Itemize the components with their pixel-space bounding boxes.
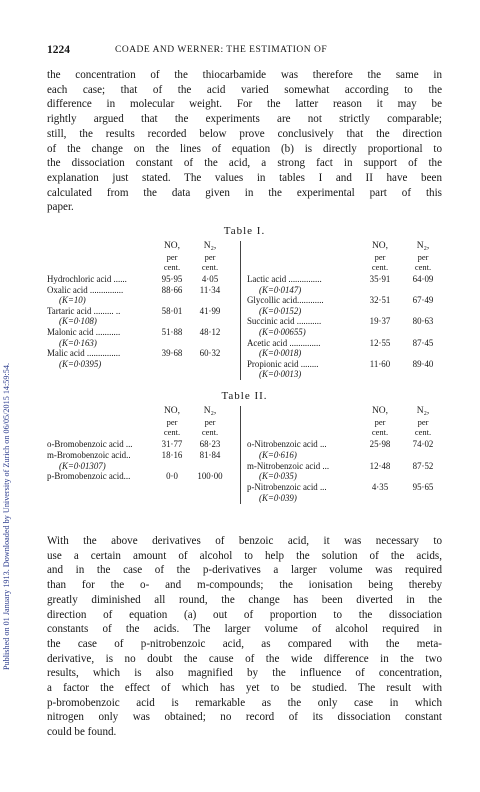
text-line: rightly argued that the experiments are not strictly comparable; xyxy=(47,113,442,126)
n2-percent-value: 89·40 xyxy=(412,358,434,369)
text-line: than for the o- and m-compounds; the ionisation being thereby xyxy=(47,579,442,592)
text-line: the concentration of the thiocarbamide was therefore the same in xyxy=(47,69,442,81)
dissociation-constant: (K=0·0147) xyxy=(259,284,302,295)
n2-percent-value: 48·12 xyxy=(199,327,221,337)
text-line: use a certain amount of alcohol to help the solution of the acids, xyxy=(47,549,442,562)
col-header-per: per xyxy=(204,417,216,427)
dissociation-constant: (K=0·0395) xyxy=(59,358,102,369)
paragraph-intro xyxy=(47,68,442,215)
text-line: paper. xyxy=(47,201,74,214)
acid-name: p-Bromobenzoic acid... xyxy=(47,471,131,482)
text-line: still, the results recorded below prove conclusively that the direction xyxy=(47,127,442,140)
col-header-cent: cent. xyxy=(163,262,181,272)
text-line: calculated from the data given in the experimental part of this xyxy=(47,186,442,199)
no-percent-value: 32·51 xyxy=(369,295,391,306)
col-header-per: per xyxy=(374,252,386,262)
dissociation-constant: (K=0·616) xyxy=(259,449,297,460)
n2-percent-value: 41·99 xyxy=(199,305,221,316)
dissociation-constant: (K=0·0013) xyxy=(259,369,302,380)
col-header-n2: N₂, xyxy=(416,241,430,251)
acid-name: m-Bromobenzoic acid.. xyxy=(47,449,131,460)
col-header-per: per xyxy=(417,252,429,262)
dissociation-constant: (K=0·00655) xyxy=(259,327,306,337)
dissociation-constant: (K=0·0152) xyxy=(259,305,302,316)
n2-percent-value: 11·34 xyxy=(199,284,221,295)
dissociation-constant: (K=10) xyxy=(59,295,86,306)
no-percent-value: 12·55 xyxy=(369,337,391,348)
col-header-cent: cent. xyxy=(371,427,389,437)
col-header-cent: cent. xyxy=(201,427,219,437)
acid-name: Malic acid ............... xyxy=(47,348,121,359)
no-percent-value: 11·60 xyxy=(369,358,391,369)
col-header-n2: N₂, xyxy=(416,406,430,416)
acid-name: Acetic acid .............. xyxy=(247,337,321,348)
n2-percent-value: 100·00 xyxy=(197,471,223,482)
col-header-per: per xyxy=(166,417,178,427)
no-percent-value: 25·98 xyxy=(369,439,391,449)
text-line: of the change on the lines of equation (b) is directly proportional to xyxy=(47,142,442,155)
text-line: the case of p-nitrobenzoic acid, as compared with the meta- xyxy=(47,637,442,650)
page-header xyxy=(47,44,442,58)
no-percent-value: 39·68 xyxy=(161,348,183,359)
acid-name: m-Nitrobenzoic acid ... xyxy=(247,460,330,471)
n2-percent-value: 67·49 xyxy=(412,295,434,306)
acid-name: o-Nitrobenzoic acid ... xyxy=(247,439,327,449)
text-line: the dissociation constant of the acid, a strong fact in support of the xyxy=(47,157,442,170)
no-percent-value: 18·16 xyxy=(161,449,183,460)
acid-name: Glycollic acid............ xyxy=(247,295,324,306)
col-header-n2: N₂, xyxy=(203,241,217,251)
no-percent-value: 4·35 xyxy=(371,482,389,493)
dissociation-constant: (K=0·035) xyxy=(259,471,297,482)
col-header-per: per xyxy=(417,417,429,427)
dissociation-constant: (K=0·108) xyxy=(59,316,97,327)
col-header-cent: cent. xyxy=(414,427,432,437)
col-header-no: NO, xyxy=(371,406,389,416)
no-percent-value: 19·37 xyxy=(369,316,391,327)
col-header-cent: cent. xyxy=(163,427,181,437)
running-head: COADE AND WERNER: THE ESTIMATION OF xyxy=(115,45,328,55)
n2-percent-value: 87·45 xyxy=(412,337,434,348)
no-percent-value: 88·66 xyxy=(161,284,183,295)
col-header-cent: cent. xyxy=(201,262,219,272)
acid-name: Propionic acid ........ xyxy=(247,358,319,369)
publication-stamp: Published on 01 January 1913. Downloaded by University of Zurich on 06/05/2015 14:59:54. xyxy=(2,363,11,670)
dissociation-constant: (K=0·0018) xyxy=(259,348,302,359)
n2-percent-value: 80·63 xyxy=(412,316,434,327)
text-line: difference in molecular weight. For the latter reason it may be xyxy=(47,98,442,111)
acid-name: Oxalic acid ............... xyxy=(47,284,124,295)
col-header-no: NO, xyxy=(371,241,389,251)
text-line: With the above derivatives of benzoic acid, it was necessary to xyxy=(47,535,442,547)
text-line: constants of the acids. The larger volume of alcohol required in xyxy=(47,623,442,636)
n2-percent-value: 4·05 xyxy=(201,274,219,284)
no-percent-value: 95·95 xyxy=(161,274,183,284)
acid-name: Lactic acid ............... xyxy=(247,274,322,284)
text-line: results, which is also magnified by the influence of concentration, xyxy=(47,667,442,680)
paragraph-discussion xyxy=(47,534,442,740)
dissociation-constant: (K=0·039) xyxy=(259,493,297,503)
col-header-cent: cent. xyxy=(414,262,432,272)
col-header-no: NO, xyxy=(163,241,181,251)
n2-percent-value: 81·84 xyxy=(199,449,221,460)
col-header-n2: N₂, xyxy=(203,406,217,416)
text-line: nitrogen only was obtained; no record of its dissociation constant xyxy=(47,711,442,724)
text-line: greatly diminished all round, the change has been diverted in the xyxy=(47,593,442,606)
acid-name: Hydrochloric acid ...... xyxy=(47,274,127,284)
text-line: direction of equation (a) out of proportion to the dissociation xyxy=(47,608,442,621)
acid-name: p-Nitrobenzoic acid ... xyxy=(247,482,327,493)
column-divider xyxy=(240,406,241,504)
text-line: derivative, is no doubt the cause of the wide difference in the two xyxy=(47,652,442,665)
text-line: and in the case of the p-derivatives a larger volume was required xyxy=(47,564,442,577)
text-line: explanation just stated. The values in tables I and II have been xyxy=(47,171,442,184)
no-percent-value: 31·77 xyxy=(161,439,183,449)
col-header-per: per xyxy=(204,252,216,262)
n2-percent-value: 68·23 xyxy=(199,439,221,449)
text-line: a factor the effect of which has yet to be studied. The result with xyxy=(47,682,442,695)
n2-percent-value: 60·32 xyxy=(199,348,221,359)
col-header-per: per xyxy=(374,417,386,427)
no-percent-value: 0·0 xyxy=(166,471,178,482)
dissociation-constant: (K=0·163) xyxy=(59,337,97,348)
col-header-per: per xyxy=(166,252,178,262)
n2-percent-value: 95·65 xyxy=(412,482,434,493)
table2-title: Table II. xyxy=(221,390,268,402)
no-percent-value: 58·01 xyxy=(161,305,183,316)
text-line: p-bromobenzoic acid is remarkable as the only case in which xyxy=(47,696,442,709)
text-line: each case; that of the acid varied somewhat according to the xyxy=(47,83,442,96)
page-number: 1224 xyxy=(47,44,70,56)
no-percent-value: 12·48 xyxy=(369,460,391,471)
n2-percent-value: 64·09 xyxy=(412,274,434,284)
column-divider xyxy=(240,241,241,380)
col-header-no: NO, xyxy=(163,406,181,416)
text-line: could be found. xyxy=(47,726,117,739)
acid-name: o-Bromobenzoic acid ... xyxy=(47,439,133,449)
n2-percent-value: 74·02 xyxy=(412,439,434,449)
acid-name: Succinic acid ........... xyxy=(247,316,322,327)
acid-name: Tartaric acid ......... .. xyxy=(47,305,121,316)
col-header-cent: cent. xyxy=(371,262,389,272)
n2-percent-value: 87·52 xyxy=(412,460,434,471)
table1-title: Table I. xyxy=(223,225,266,237)
no-percent-value: 35·91 xyxy=(369,274,391,284)
no-percent-value: 51·88 xyxy=(161,327,183,337)
dissociation-constant: (K=0·01307) xyxy=(59,460,106,471)
acid-name: Malonic acid ........... xyxy=(47,327,121,337)
